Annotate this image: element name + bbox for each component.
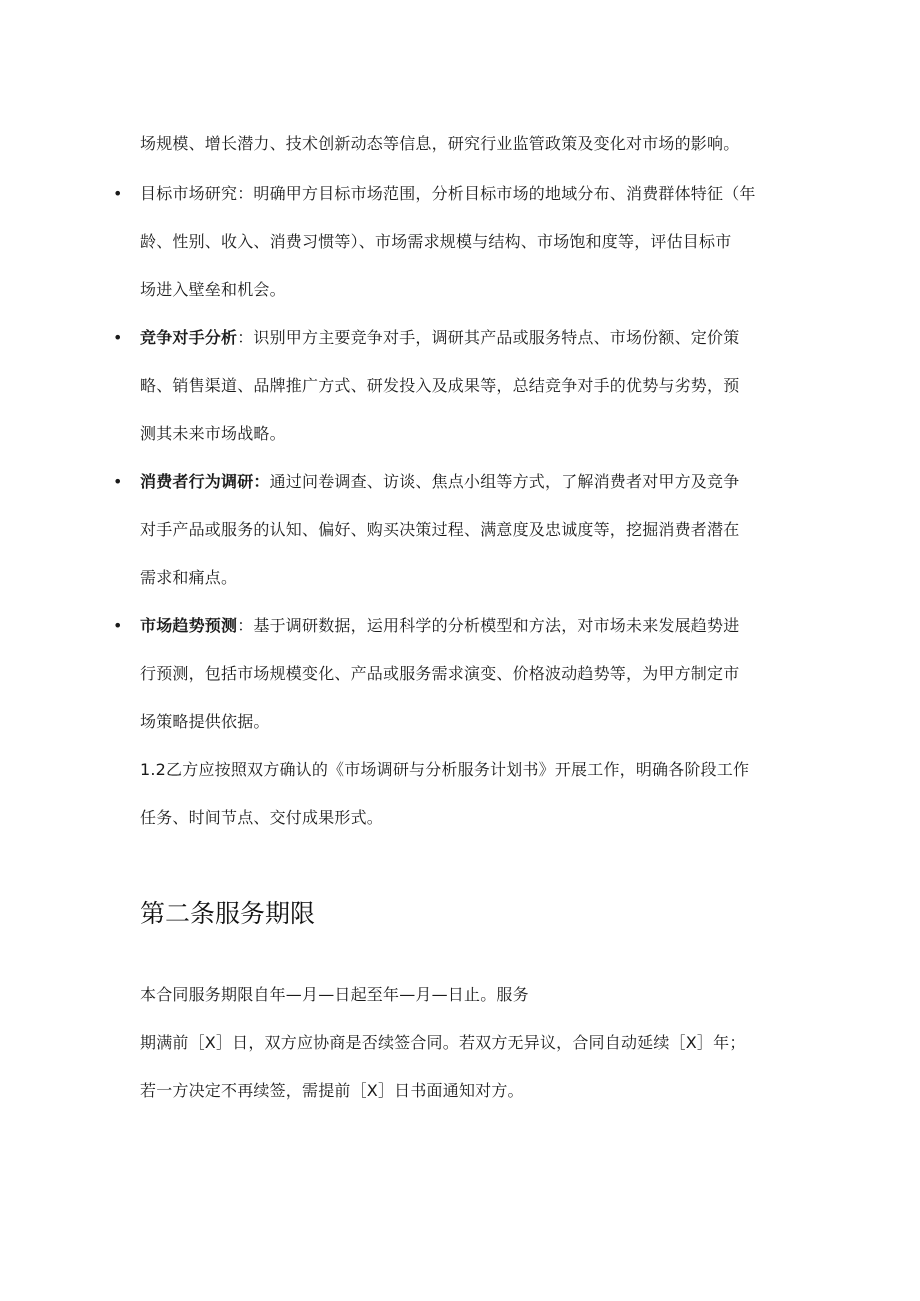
- bullet-4-line-3: 场策略提供依据。: [140, 712, 270, 731]
- bullet-1-line-1: 目标市场研究：明确甲方目标市场范围，分析目标市场的地域分布、消费群体特征（年: [140, 184, 756, 203]
- bullet-2-line-1: [140, 326, 739, 350]
- bullet-4-line-1: [140, 614, 739, 638]
- bullet-4-label: 市场趋势预测: [140, 616, 238, 635]
- bullet-3-label: 消费者行为调研：: [140, 472, 270, 491]
- clause-1-2-line-2: 任务、时间节点、交付成果形式。: [140, 808, 384, 827]
- bullet-dot: •: [113, 184, 123, 203]
- intro-line: 场规模、增长潜力、技术创新动态等信息，研究行业监管政策及变化对市场的影响。: [140, 134, 740, 153]
- section-2-line-1: 本合同服务期限自年—月—日起至年—月—日止。服务: [140, 985, 529, 1004]
- bullet-2-first-rest: ：识别甲方主要竞争对手，调研其产品或服务特点、市场份额、定价策: [237, 328, 740, 347]
- bullet-2-label: 竞争对手分析: [140, 328, 238, 347]
- bullet-4-line-2: 行预测，包括市场规模变化、产品或服务需求演变、价格波动趋势等，为甲方制定市: [140, 664, 740, 683]
- bullet-3-first-rest: 通过问卷调查、访谈、焦点小组等方式，了解消费者对甲方及竞争: [269, 472, 740, 491]
- bullet-2-line-2: 略、销售渠道、品牌推广方式、研发投入及成果等，总结竞争对手的优势与劣势，预: [140, 376, 740, 395]
- bullet-2-line-3: 测其未来市场战略。: [140, 424, 286, 443]
- bullet-4-first-rest: ：基于调研数据，运用科学的分析模型和方法，对市场未来发展趋势进: [237, 616, 740, 635]
- bullet-dot: •: [113, 472, 123, 491]
- bullet-dot: •: [113, 328, 123, 347]
- bullet-1-line-2: 龄、性别、收入、消费习惯等）、市场需求规模与结构、市场饱和度等，评估目标市: [140, 232, 732, 251]
- section-2-heading: 第二条服务期限: [140, 899, 316, 928]
- bullet-1-line-3: 场进入壁垒和机会。: [140, 280, 286, 299]
- clause-1-2-line-1: 1.2乙方应按照双方确认的《市场调研与分析服务计划书》开展工作，明确各阶段工作: [140, 760, 750, 779]
- bullet-3-line-1: [140, 470, 739, 494]
- section-2-line-3: 若一方决定不再续签，需提前［X］日书面通知对方。: [140, 1081, 524, 1100]
- bullet-3-line-3: 需求和痛点。: [140, 568, 238, 587]
- section-2-line-2: 期满前［X］日，双方应协商是否续签合同。若双方无异议，合同自动延续［X］年；: [140, 1033, 746, 1052]
- bullet-3-line-2: 对手产品或服务的认知、偏好、购买决策过程、满意度及忠诚度等，挖掘消费者潜在: [140, 520, 740, 539]
- bullet-dot: •: [113, 616, 123, 635]
